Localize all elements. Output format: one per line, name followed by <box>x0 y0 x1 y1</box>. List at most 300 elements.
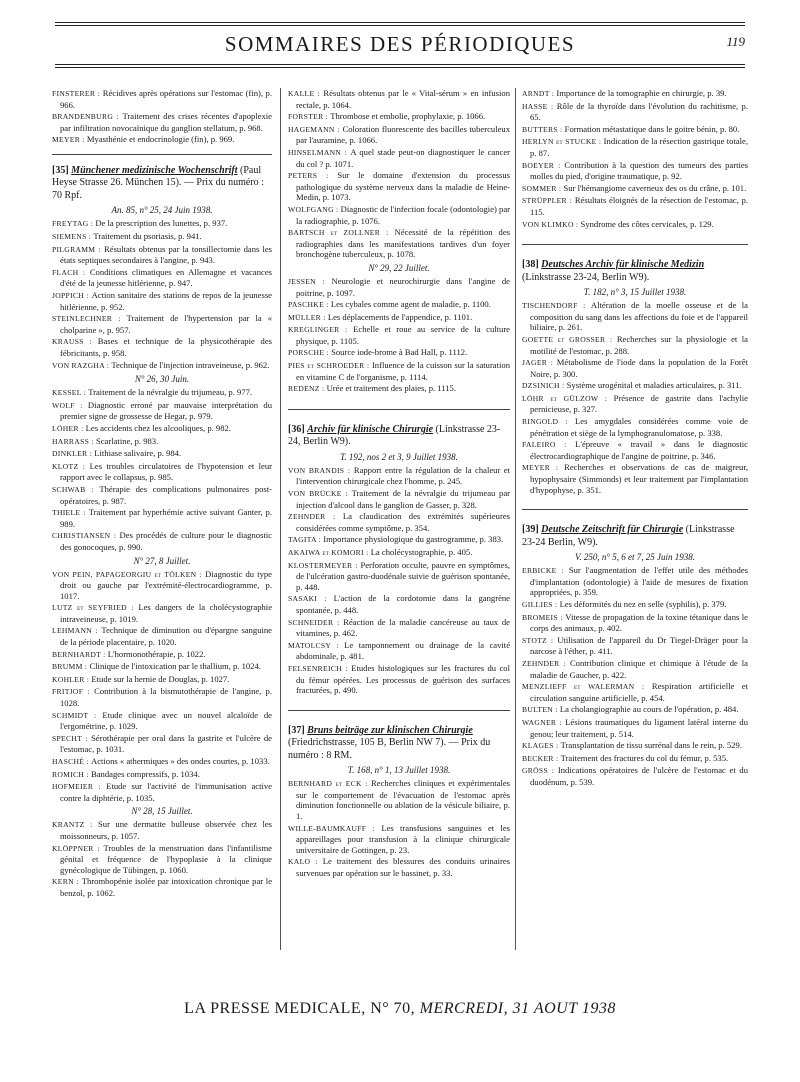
article-title: Thrombose et embolie, prophylaxie, p. 1066. <box>330 111 486 122</box>
section-separator <box>52 154 272 155</box>
article-author: LUTZ et SEYFRIED : <box>52 603 138 612</box>
article-title: Syndrome des côtes cervicales, p. 129. <box>580 218 714 229</box>
article-entry <box>288 617 510 639</box>
article-entry <box>52 448 272 460</box>
article-title: Lithiase salivaire, p. 984. <box>94 448 182 459</box>
running-head <box>55 30 745 62</box>
article-entry <box>522 658 748 680</box>
column-1 <box>52 88 272 900</box>
article-entry <box>52 484 272 506</box>
article-entry <box>288 511 510 533</box>
article-title: Indications opératoires de l'ulcère de l'estomac et du duodénum, p. 539. <box>530 765 749 787</box>
article-author: BROMEIS : <box>522 613 565 622</box>
article-entry <box>288 170 510 203</box>
article-title: Système urogénital et maladies articulaires, p. 311. <box>566 380 742 391</box>
article-title: Traitement de l'hypertension par la « cholparine », p. 957. <box>60 313 272 335</box>
article-title: Importance physiologique du gastrogramme, p. 383. <box>323 534 504 545</box>
article-entry <box>288 465 510 487</box>
article-title: Résultats obtenus par le « Vital-sérum » en infusion rectale, p. 1064. <box>296 88 510 110</box>
article-entry <box>52 134 272 146</box>
article-title: Etude sur l'activité de l'immunisation active contre la diphtérie, p. 1035. <box>60 781 272 803</box>
article-entry <box>52 686 272 708</box>
article-entry <box>52 769 272 781</box>
article-entry <box>52 267 272 289</box>
article-title: Urée et traitement des plaies, p. 1115. <box>326 383 456 394</box>
article-title: Vitesse de propagation de la toxine tétanique dans le corps des animaux, p. 402. <box>530 611 748 634</box>
article-title: Sérothérapie per oral dans la gastrite et l'ulcère de l'estomac, p. 1031. <box>60 732 272 755</box>
article-entry <box>52 290 272 312</box>
entry-list <box>288 465 510 696</box>
article-author: WOLFGANG : <box>288 205 341 214</box>
article-author: JOPPICH : <box>52 291 92 300</box>
article-author: HASSE : <box>522 102 557 111</box>
article-title: Coloration fluorescente des bacilles tuberculeux par l'auramine, p. 1066. <box>296 123 510 146</box>
article-title: Lésions traumatiques du ligament latéral interne du genou; leur traitement, p. 514. <box>530 716 748 739</box>
article-author: HASCHÉ : <box>52 757 91 766</box>
article-title: Perforation occulte, pauvre en symptômes, de l'ulcération gastro-duodénale suivie de guérison spontanée, p. 448. <box>296 559 510 592</box>
journal-detail: (Linkstrasse 23-24, Berlin W9). <box>288 423 501 448</box>
article-entry <box>288 823 510 856</box>
article-title: Source iode-brome à Bad Hall, p. 1112. <box>331 347 468 358</box>
article-author: VON PEIN, PAPAGEORGIU et TÖLKEN : <box>52 570 205 579</box>
article-entry <box>522 300 748 333</box>
article-title: Etude sur la hernie de Douglas, p. 1027. <box>91 673 230 684</box>
top-rule <box>55 22 745 23</box>
article-entry <box>52 569 272 602</box>
article-author: VON BRANDIS : <box>288 466 354 475</box>
page-footer <box>55 1000 745 1018</box>
article-title: Réaction de la maladie cancéreuse au taux de vitamines, p. 462. <box>296 616 510 639</box>
article-entry <box>288 560 510 593</box>
column-divider-2 <box>515 88 516 950</box>
article-author: DINKLER : <box>52 449 94 458</box>
article-title: La cholangiographie au cours de l'opération, p. 484. <box>559 704 739 715</box>
article-entry <box>522 101 748 123</box>
article-entry <box>522 681 748 703</box>
article-title: Importance de la tomographie en chirurgie, p. 39. <box>556 88 727 98</box>
issue-heading: N° 28, 15 Juillet. <box>131 806 193 817</box>
article-author: ARNDT : <box>522 89 556 98</box>
article-entry <box>522 136 748 158</box>
journal-detail: (Linkstrasse 23-24 Berlin, W9). <box>522 524 735 548</box>
entry-list <box>288 276 510 395</box>
article-author: AKAIWA et KOMORI : <box>288 548 371 557</box>
article-entry <box>522 753 748 765</box>
article-author: KALO : <box>288 857 323 866</box>
article-entry <box>288 856 510 878</box>
article-title: Diagnostic erroné par mauvaise interprétation du premier signe de grossesse de Hegar, p. 979. <box>60 399 273 422</box>
article-author: KRANTZ : <box>52 820 98 829</box>
article-title: Les cybales comme agent de maladie, p. 1100. <box>330 299 491 310</box>
article-author: LÖHER : <box>52 424 86 433</box>
article-author: LEHMANN : <box>52 626 101 635</box>
issue-heading: T. 182, n° 3, 15 Juillet 1938. <box>583 287 687 298</box>
journal-number: [37] <box>288 724 305 736</box>
article-author: WILLE-BAUMKAUFF : <box>288 824 381 833</box>
article-title: Les accidents chez les alcooliques, p. 982. <box>85 422 231 433</box>
section-separator <box>522 244 748 245</box>
article-title: Traitement des crises récentes d'apoplexie par infiltration novocaïnique du ganglion stellatum, p. 968. <box>60 111 272 133</box>
article-author: HAGEMANN : <box>288 125 342 134</box>
article-title: Formation métastatique dans le goitre bénin, p. 80. <box>564 123 740 134</box>
article-title: Les déformités du nez en selle (syphilis), p. 379. <box>559 599 727 609</box>
journal-heading-39 <box>522 524 748 549</box>
issue-heading: V. 250, n° 5, 6 et 7, 25 Juin 1938. <box>575 552 695 563</box>
article-title: Action sanitaire des stations de repos de la jeunesse hitlérienne, p. 952. <box>60 290 272 312</box>
article-author: BUTTERS : <box>522 125 565 134</box>
journal-name: Bruns beiträge zur klinischen Chirurgie <box>307 724 473 736</box>
entry-list <box>522 300 748 495</box>
journal-heading-35 <box>52 165 272 203</box>
article-title: Résultats éloignés de la résection de l'estomac, p. 115. <box>530 195 748 217</box>
article-author: BARTSCH et ZOLLNER : <box>288 228 395 237</box>
article-title: Indication de la résection gastrique totale, p. 87. <box>530 136 749 158</box>
entry-list <box>522 88 748 230</box>
article-author: DZSINICH : <box>522 381 567 390</box>
article-title: Traitement de la névralgie du trijumeau, p. 977. <box>88 387 253 398</box>
article-entry <box>522 124 748 136</box>
column-3 <box>522 88 748 789</box>
article-author: WAGNER : <box>522 718 565 727</box>
header-rule-inner <box>55 67 745 68</box>
article-title: Traitement des fractures du col du fémur, p. 535. <box>560 752 729 763</box>
article-title: Contribution clinique et chimique à l'étude de la maladie de Gaucher, p. 422. <box>530 657 748 680</box>
article-entry <box>288 383 510 395</box>
article-entry <box>522 88 748 100</box>
article-entry <box>522 765 748 787</box>
article-entry <box>52 507 272 529</box>
article-author: TISCHENDORF : <box>522 301 591 310</box>
article-author: PORSCHE : <box>288 348 331 357</box>
article-entry <box>52 756 272 768</box>
article-author: PILGRAMM : <box>52 245 104 254</box>
article-title: Traitement du psoriasis, p. 941. <box>93 231 202 242</box>
article-title: Thrombopénie isolée par intoxication chronique par le benzol, p. 1062. <box>60 876 273 898</box>
article-entry <box>522 195 748 217</box>
article-entry <box>288 640 510 662</box>
article-author: KALLE : <box>288 89 323 98</box>
article-author: LÖHR et GÜLZOW : <box>522 394 614 403</box>
issue-heading: N° 26, 30 Juin. <box>134 374 190 385</box>
journal-number: [38] <box>522 259 539 271</box>
article-title: Le traitement des blessures des conduits urinaires survenues par opération sur le bassinet, p. 33. <box>296 856 510 878</box>
article-author: GILLIES : <box>522 600 560 609</box>
article-entry <box>52 625 272 647</box>
entry-list <box>52 387 272 552</box>
article-entry <box>522 160 748 182</box>
article-entry <box>52 436 272 448</box>
article-author: PETERS : <box>288 171 337 180</box>
article-entry <box>288 227 510 260</box>
article-author: SPECHT : <box>52 734 91 743</box>
article-author: WOLF : <box>52 401 88 410</box>
article-title: Le tamponnement ou drainage de la cavité abdominale, p. 481. <box>296 639 511 662</box>
article-author: STRÜPPLER : <box>522 196 575 205</box>
article-entry <box>522 740 748 752</box>
article-entry <box>288 593 510 615</box>
article-author: REDENZ : <box>288 384 327 393</box>
article-title: Traitement par hyperhémie active suivant Ganter, p. 989. <box>60 507 272 529</box>
issue-heading: N° 29, 22 Juillet. <box>368 262 430 273</box>
journal-number: [36] <box>288 423 305 435</box>
article-title: Présence de gastrite dans l'achylie pernicieuse, p. 327. <box>530 392 748 415</box>
article-title: Troubles de la menstruation dans l'infantilisme génital et fréquence de l'hypoplasie à la clinique gynécologique de Tübingen, p. 1060. <box>60 842 272 875</box>
article-title: Clinique de l'intoxication par le thallium, p. 1024. <box>89 661 261 672</box>
article-title: Sur le domaine d'extension du processus pathologique du système nerveux dans la maladie de Heine-Medin, p. 1073. <box>296 170 511 203</box>
article-entry <box>288 111 510 123</box>
article-author: ZEHNDER : <box>288 512 343 521</box>
article-entry <box>522 565 748 598</box>
article-title: Technique de l'injection intraveineuse, p. 962. <box>111 359 270 370</box>
section-separator <box>288 710 510 711</box>
article-author: MÜLLER : <box>288 313 328 322</box>
article-entry <box>52 649 272 661</box>
footer-publication: LA PRESSE MEDICALE, N° 70, <box>184 1000 416 1017</box>
article-title: Diagnostic du type droit ou gauche par l'extrémité-électrocardiogramme, p. 1017. <box>60 568 272 601</box>
article-entry <box>288 276 510 298</box>
article-author: PIES et SCHROEDER : <box>288 361 372 370</box>
article-title: Recherches et observations de cas de maigreur, hypophysaire (Simmonds) et leur traitement par l'implantation d'hypophyse, p. 351. <box>530 462 748 495</box>
article-author: BRUMM : <box>52 662 89 671</box>
article-title: Neurologie et neurochirurgie dans l'angine de poitrine, p. 1097. <box>296 275 510 298</box>
article-title: Bandages compressifs, p. 1034. <box>91 768 200 779</box>
article-author: MEYER : <box>52 135 87 144</box>
column-2 <box>288 88 510 880</box>
section-separator <box>288 409 510 410</box>
article-author: HARRASS : <box>52 437 96 446</box>
article-title: Myasthénie et endocrinologie (fin), p. 969. <box>86 134 235 145</box>
article-author: HERLYN et STUCKE : <box>522 137 604 146</box>
article-author: HINSELMANN : <box>288 148 350 157</box>
article-entry <box>288 312 510 324</box>
article-entry <box>522 704 748 716</box>
issue-heading: An. 85, n° 25, 24 Juin 1938. <box>111 205 213 216</box>
article-entry <box>52 231 272 243</box>
article-entry <box>52 733 272 755</box>
article-entry <box>288 324 510 346</box>
article-title: Altération de la moelle osseuse et de la composition du sang dans les affections du foie et de l'appareil biliaire, p. 261. <box>530 300 748 333</box>
article-entry <box>288 88 510 110</box>
article-author: STEINLECHNER : <box>52 314 127 323</box>
article-author: VON RAZGHA : <box>52 361 111 370</box>
article-title: Contribution à la question des tumeurs des parties molles du pied, d'origine traumatique, p. 92. <box>530 159 748 182</box>
article-entry <box>52 218 272 230</box>
article-entry <box>52 336 272 358</box>
article-entry <box>52 461 272 483</box>
article-entry <box>52 111 272 133</box>
article-entry <box>522 599 748 611</box>
article-author: ERBICKE : <box>522 566 569 575</box>
article-title: Scarlatine, p. 983. <box>95 435 159 446</box>
article-author: BULTEN : <box>522 705 560 714</box>
article-entry <box>52 674 272 686</box>
journal-detail: (Linkstrasse 23-24, Berlin W9). <box>522 271 650 283</box>
article-author: PASCHKE : <box>288 300 331 309</box>
article-title: Echelle et roue au service de la culture physique, p. 1105. <box>296 324 510 346</box>
article-entry <box>52 400 272 422</box>
article-title: Les transfusions sanguines et les appareillages pour transfusion à la clinique chirurgicale universitaire de Gottingen, p. 23. <box>296 822 510 855</box>
article-title: Les dangers de la cholécystographie intraveineuse, p. 1019. <box>60 602 273 624</box>
journal-name: Deutsches Archiv für klinische Medizin <box>541 259 705 271</box>
article-title: Influence de la cuisson sur la saturation en vitamine C de l'organisme, p. 1114. <box>296 360 510 382</box>
issue-heading: N° 27, 8 Juillet. <box>133 555 191 566</box>
article-entry <box>288 534 510 546</box>
article-author: SCHMIDT : <box>52 711 102 720</box>
article-title: Rapport entre la régulation de la chaleur et l'intervention chirurgicale chez l'homme, p. 245. <box>296 464 511 487</box>
issue-heading: T. 168, n° 1, 13 Juillet 1938. <box>347 765 451 776</box>
article-author: FLACH : <box>52 268 90 277</box>
article-author: KLOSTERMEYER : <box>288 561 360 570</box>
top-rule-inner <box>55 25 745 26</box>
article-author: FELSENREICH : <box>288 664 351 673</box>
article-author: KREGLINGER : <box>288 325 353 334</box>
article-entry <box>522 380 748 392</box>
section-separator <box>522 509 748 510</box>
article-entry <box>52 387 272 399</box>
article-author: RINGOLD : <box>522 417 575 426</box>
article-author: THIELE : <box>52 508 89 517</box>
article-title: Sur l'hémangiome caverneux des os du crâne, p. 101. <box>563 182 747 193</box>
article-title: Thérapie des complications pulmonaires post-opératoires, p. 987. <box>60 483 273 506</box>
journal-name: Deutsche Zeitschrift für Chirurgie <box>541 524 684 536</box>
article-title: Respiration artificielle et circulation sanguine artificielle, p. 454. <box>530 681 748 703</box>
article-author: KLAGES : <box>522 741 561 750</box>
article-author: BRANDENBURG : <box>52 112 122 121</box>
article-entry <box>52 602 272 624</box>
article-title: Bases et technique de la physicothérapie des fébricitants, p. 958. <box>60 336 272 358</box>
article-title: La cholécystographie, p. 405. <box>370 547 473 557</box>
article-entry <box>288 547 510 559</box>
article-title: Nécessité de la répétition des radiographies dans les manifestations tardives d'un foyer bronchogène tuberculeux, p. 1078. <box>296 227 510 260</box>
article-author: STOTZ : <box>522 636 557 645</box>
article-author: BOEYER : <box>522 161 564 170</box>
article-title: Recherches cliniques et expérimentales sur le comportement de l'évacuation de l'estomac après diminution fonctionnelle ou ablation de la vésicule biliaire, p. 1. <box>296 778 510 821</box>
article-title: Traitement de la névralgie du trijumeau par injection d'alcool dans le ganglion de Gasser, p. 328. <box>296 488 510 510</box>
article-title: Technique de diminution ou d'épargne sanguine de la période placentaire, p. 1020. <box>60 625 272 648</box>
article-entry <box>288 299 510 311</box>
article-title: Etudes histologiques sur les fractures du col du fémur opérées. Les processus de guérison des surfaces fracturées, p. 490. <box>296 662 510 696</box>
article-entry <box>52 360 272 372</box>
article-entry <box>52 423 272 435</box>
issue-heading: T. 192, nos 2 et 3, 9 Juillet 1938. <box>340 451 458 462</box>
article-author: BECKER : <box>522 754 561 763</box>
article-entry <box>522 635 748 657</box>
article-author: ROMICH : <box>52 770 91 779</box>
article-entry <box>522 439 748 461</box>
article-author: GOETTE et GROSSER : <box>522 335 617 344</box>
article-title: Actions « athermiques » des ondes courtes, p. 1033. <box>91 756 270 766</box>
article-title: Métabolisme de l'iode dans la population de la Forêt Noire, p. 300. <box>530 357 748 379</box>
article-entry <box>522 219 748 231</box>
article-entry <box>522 334 748 356</box>
entry-list <box>52 819 272 898</box>
journal-name: Archiv für klinische Chirurgie <box>307 423 434 435</box>
article-entry <box>522 612 748 634</box>
article-entry <box>288 663 510 696</box>
article-entry <box>288 147 510 169</box>
column-divider-1 <box>280 88 281 950</box>
entry-list <box>288 778 510 878</box>
article-author: MATOLCSY : <box>288 641 344 650</box>
article-entry <box>52 781 272 803</box>
article-entry <box>522 462 748 495</box>
article-title: Diagnostic de l'infection focale (odontologie) par la radiographie, p. 1076. <box>296 203 510 226</box>
article-title: A quel stade peut-on diagnostiquer le cancer du col ? p. 1071. <box>296 146 510 169</box>
article-author: JESSEN : <box>288 277 331 286</box>
article-title: Contribution à la bismutothérapie de l'angine, p. 1028. <box>60 686 273 709</box>
article-author: JAGER : <box>522 358 557 367</box>
entry-list <box>522 565 748 787</box>
article-author: SOMMER : <box>522 184 564 193</box>
journal-number: [35] <box>52 164 69 176</box>
article-author: MENZLIEFF et WALERMAN : <box>522 682 652 691</box>
article-author: FORSTER : <box>288 112 330 121</box>
article-entry <box>52 843 272 876</box>
article-title: Recherches sur la physiologie et la motilité de l'estomac, p. 288. <box>530 333 748 356</box>
article-title: Les troubles circulatoires de l'hypotension et leur rapport avec le collapsus, p. 985. <box>60 460 273 483</box>
article-author: KLOTZ : <box>52 462 90 471</box>
entry-list <box>288 88 510 260</box>
article-author: VON KLIMKO : <box>522 220 581 229</box>
article-author: KERN : <box>52 877 82 886</box>
article-author: KESSEL : <box>52 388 88 397</box>
article-author: BERNHARD et ECK : <box>288 779 371 788</box>
article-title: Récidives après opérations sur l'estomac (fin), p. 966. <box>60 88 272 110</box>
article-author: SASAKI : <box>288 594 334 603</box>
article-title: Utilisation de l'appareil du Dr Tiegel-Dräger pour la narcose à l'éther, p. 411. <box>530 634 748 657</box>
article-entry <box>52 313 272 335</box>
article-entry <box>52 244 272 266</box>
page-number: 119 <box>726 34 745 49</box>
article-entry <box>288 204 510 226</box>
entry-list <box>52 569 272 804</box>
article-entry <box>522 416 748 438</box>
article-title: Résultats obtenus par la tonsillectomie dans les états septiques secondaires à l'angine, p. 943. <box>60 243 272 266</box>
article-author: TAGITA : <box>288 535 323 544</box>
article-title: L'épreuve « travail » dans le diagnostic électrocardiographique de l'angine de poitrine, p. 346. <box>530 439 748 461</box>
article-author: FREYTAG : <box>52 219 95 228</box>
article-author: MEYER : <box>522 463 564 472</box>
article-entry <box>522 183 748 195</box>
entry-list <box>52 218 272 371</box>
article-author: FRITJOF : <box>52 687 94 696</box>
footer-date: MERCREDI, 31 AOUT 1938 <box>419 1000 616 1017</box>
header-rule <box>55 64 745 65</box>
article-entry <box>288 488 510 510</box>
article-author: BERNHARDT : <box>52 650 108 659</box>
article-entry <box>52 819 272 841</box>
journal-heading-37 <box>288 725 510 763</box>
article-entry <box>288 124 510 146</box>
article-entry <box>288 347 510 359</box>
article-entry <box>52 710 272 732</box>
article-title: Etude clinique avec un nouvel alcaloïde de l'ergométrine, p. 1029. <box>60 709 272 732</box>
journal-heading-36 <box>288 424 510 449</box>
article-author: SCHNEIDER : <box>288 618 343 627</box>
article-title: Sur l'augmentation de l'effet utile des méthodes d'implantation (odontologie) à l'aide de mesures de fixation appropriées, p. 359. <box>530 565 748 598</box>
article-entry <box>52 88 272 110</box>
article-entry <box>522 717 748 739</box>
article-author: FINSTERER : <box>52 89 103 98</box>
journal-number: [39] <box>522 524 539 536</box>
article-author: HOFMEIER : <box>52 782 106 791</box>
journal-detail: (Friedrichstrasse, 105 B, Berlin NW 7). — Prix du numéro : 8 RM. <box>288 737 491 761</box>
entry-list <box>52 88 272 146</box>
article-title: L'hormonothérapie, p. 1022. <box>107 648 206 659</box>
article-entry <box>288 360 510 382</box>
article-author: CHRISTIANSEN : <box>52 531 119 540</box>
article-title: Transplantation de tissu surrénal dans le rein, p. 529. <box>560 740 742 751</box>
